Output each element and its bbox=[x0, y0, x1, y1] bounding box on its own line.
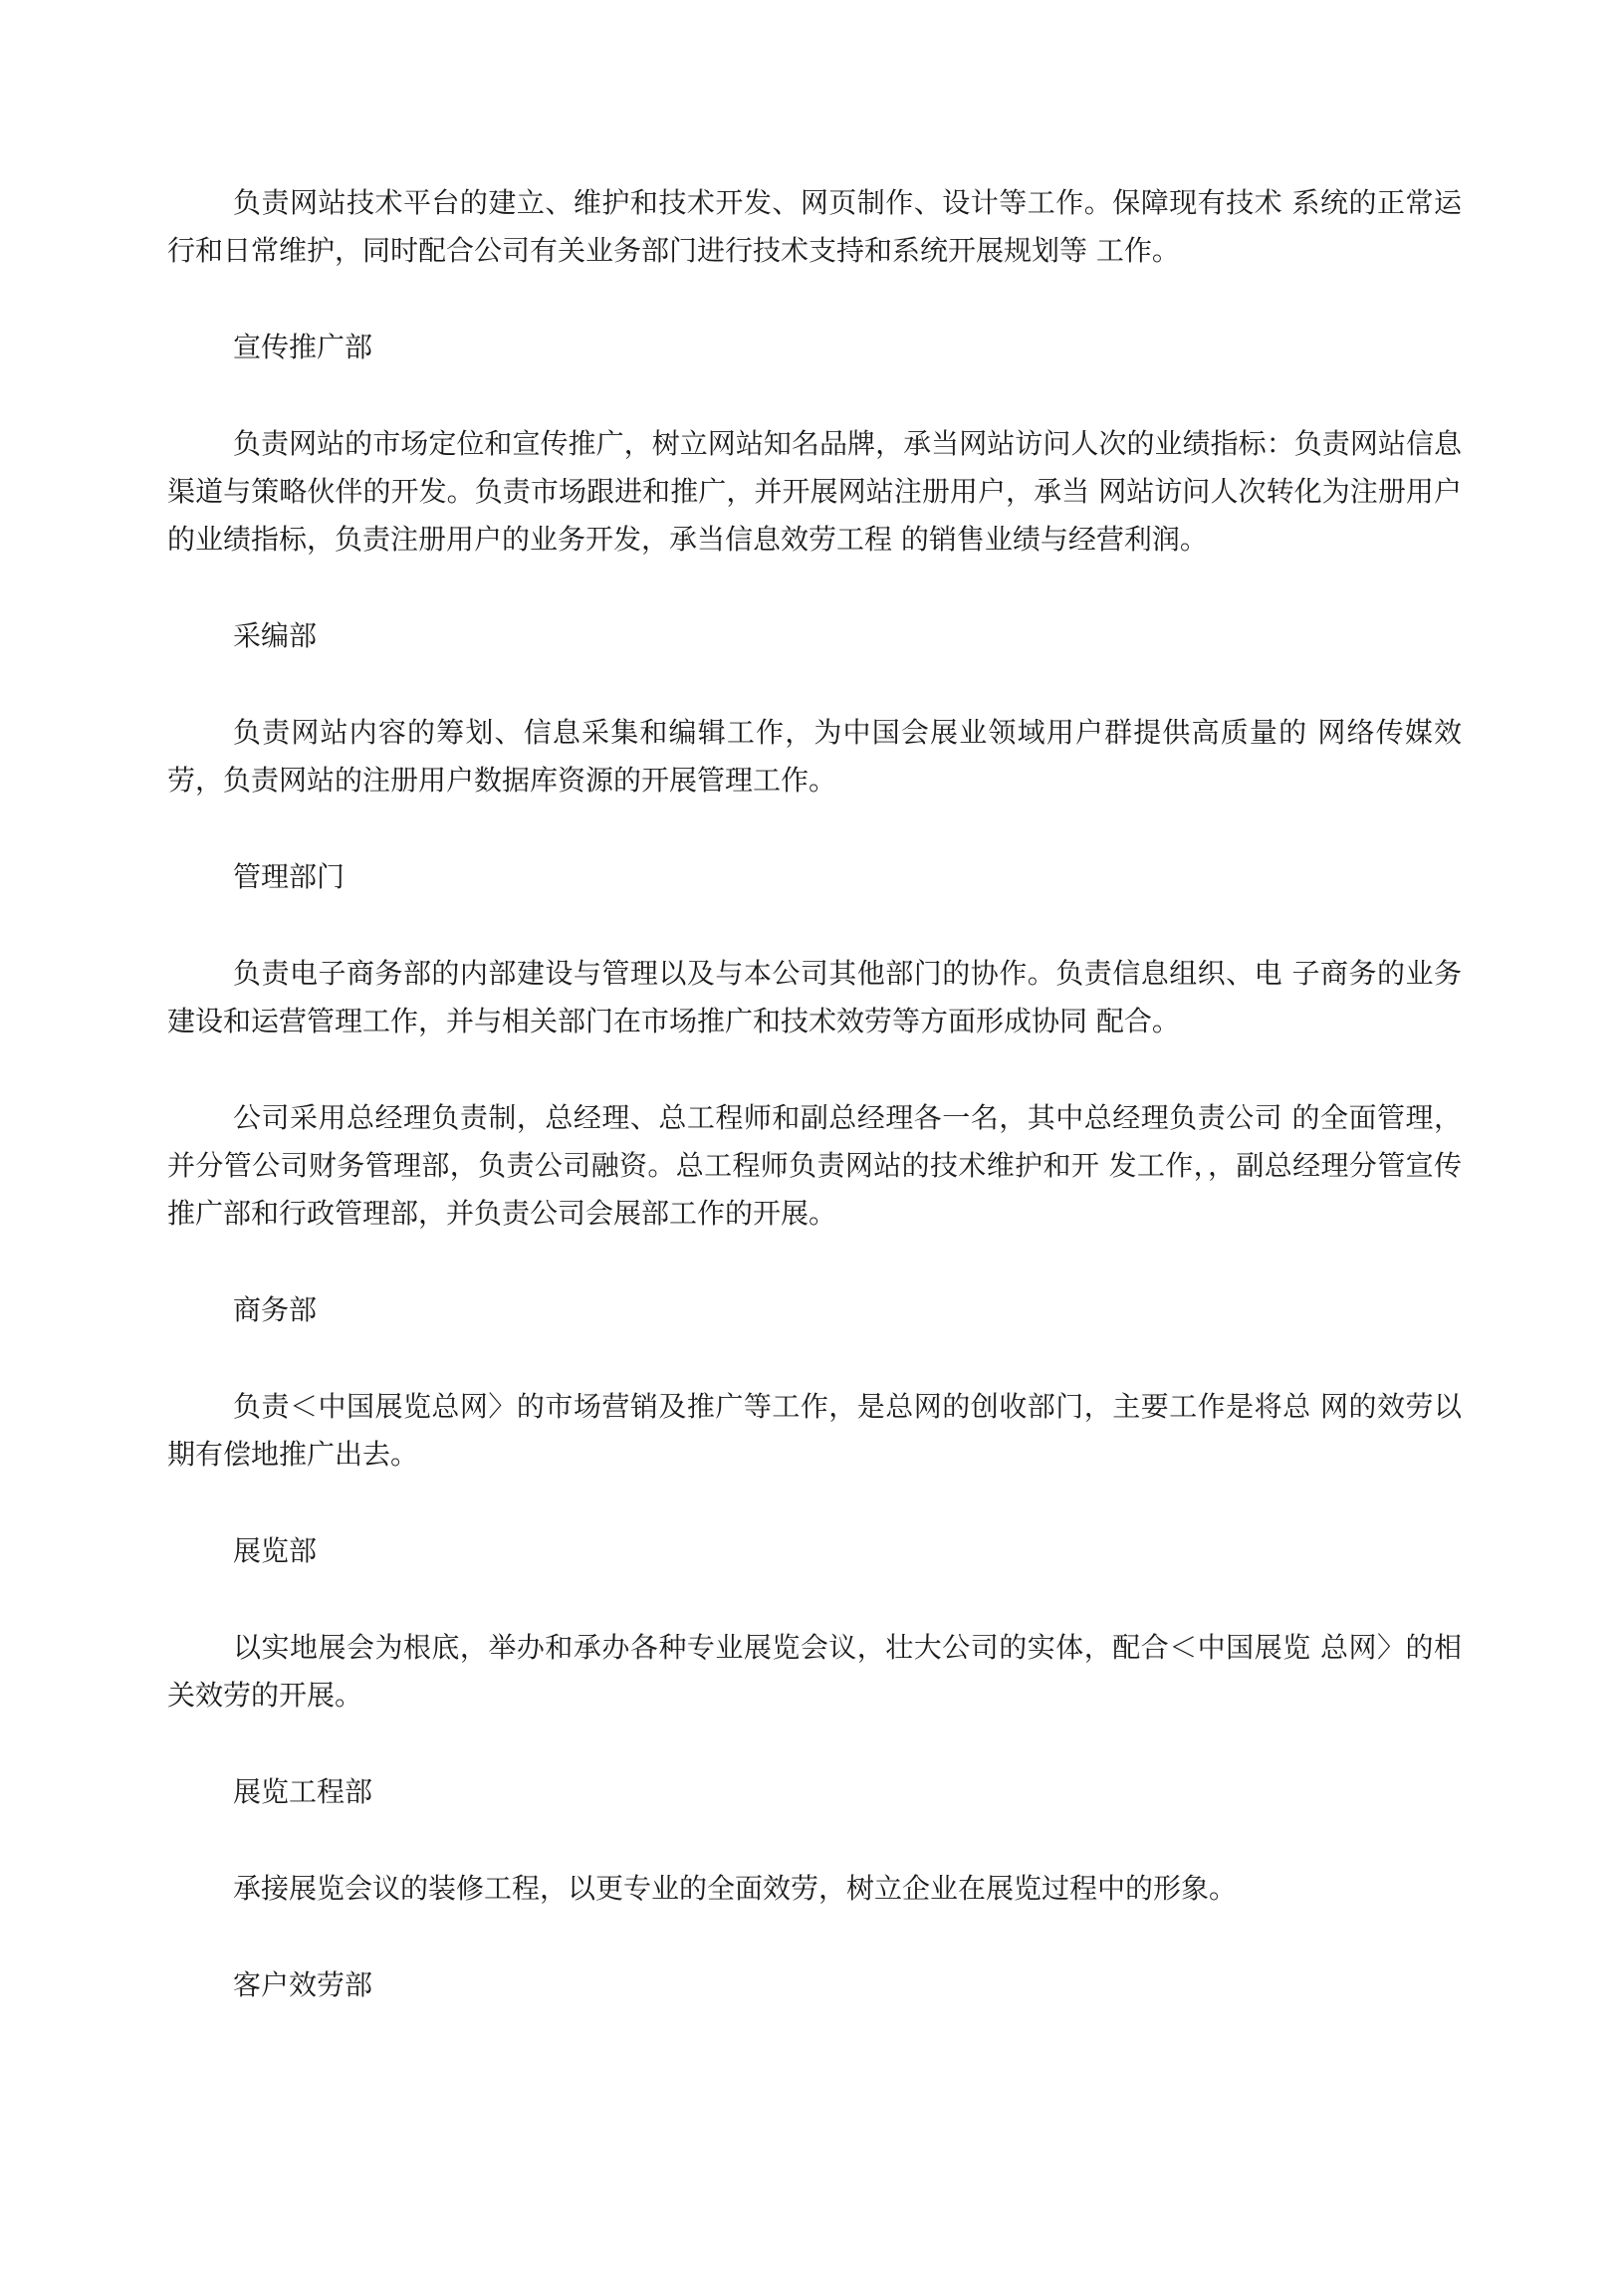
heading-business-dept: 商务部 bbox=[233, 1293, 318, 1326]
paragraph-editorial-dept: 负责网站内容的筹划、信息采集和编辑工作，为中国会展业领域用户群提供高质量的 网络传媒效劳，负责网站的注册用户数据库资源的开展管理工作。 bbox=[167, 716, 1462, 797]
paragraph-exhibition-dept: 以实地展会为根底，举办和承办各种专业展览会议，壮大公司的实体，配合＜中国展览 总网〉的相关效劳的开展。 bbox=[167, 1631, 1462, 1712]
document-body bbox=[167, 179, 1462, 2058]
heading-exhibition-dept: 展览部 bbox=[233, 1534, 318, 1567]
paragraph-promotion-dept: 负责网站的市场定位和宣传推广，树立网站知名品牌，承当网站访问人次的业绩指标：负责网站信息渠道与策略伙伴的开发。负责市场跟进和推广，并开展网站注册用户，承当 网站访问人次转化为注册用户的业绩指标，负责注册用户的业务开发，承当信息效劳工程 的销售业绩与经营利润。 bbox=[167, 427, 1462, 556]
paragraph-management-dept: 负责电子商务部的内部建设与管理以及与本公司其他部门的协作。负责信息组织、电 子商务的业务建设和运营管理工作，并与相关部门在市场推广和技术效劳等方面形成协同 配合。 bbox=[167, 957, 1462, 1037]
heading-editorial-dept: 采编部 bbox=[233, 619, 318, 652]
heading-promotion-dept: 宣传推广部 bbox=[233, 331, 373, 363]
heading-management-dept: 管理部门 bbox=[233, 860, 346, 893]
heading-exhibition-engineering-dept: 展览工程部 bbox=[233, 1775, 373, 1808]
paragraph-tech-dept: 负责网站技术平台的建立、维护和技术开发、网页制作、设计等工作。保障现有技术 系统的正常运行和日常维护，同时配合公司有关业务部门进行技术支持和系统开展规划等 工作。 bbox=[167, 186, 1462, 267]
paragraph-company-structure: 公司采用总经理负责制，总经理、总工程师和副总经理各一名，其中总经理负责公司 的全面管理，并分管公司财务管理部，负责公司融资。总工程师负责网站的技术维护和开 发工作，，副总经理分管宣传推广部和行政管理部，并负责公司会展部工作的开展。 bbox=[167, 1101, 1462, 1230]
paragraph-business-dept: 负责＜中国展览总网〉的市场营销及推广等工作，是总网的创收部门，主要工作是将总 网的效劳以期有偿地推广出去。 bbox=[167, 1390, 1462, 1471]
paragraph-exhibition-engineering-dept: 承接展览会议的装修工程，以更专业的全面效劳，树立企业在展览过程中的形象。 bbox=[233, 1872, 1238, 1905]
heading-customer-service-dept: 客户效劳部 bbox=[233, 1968, 373, 2001]
